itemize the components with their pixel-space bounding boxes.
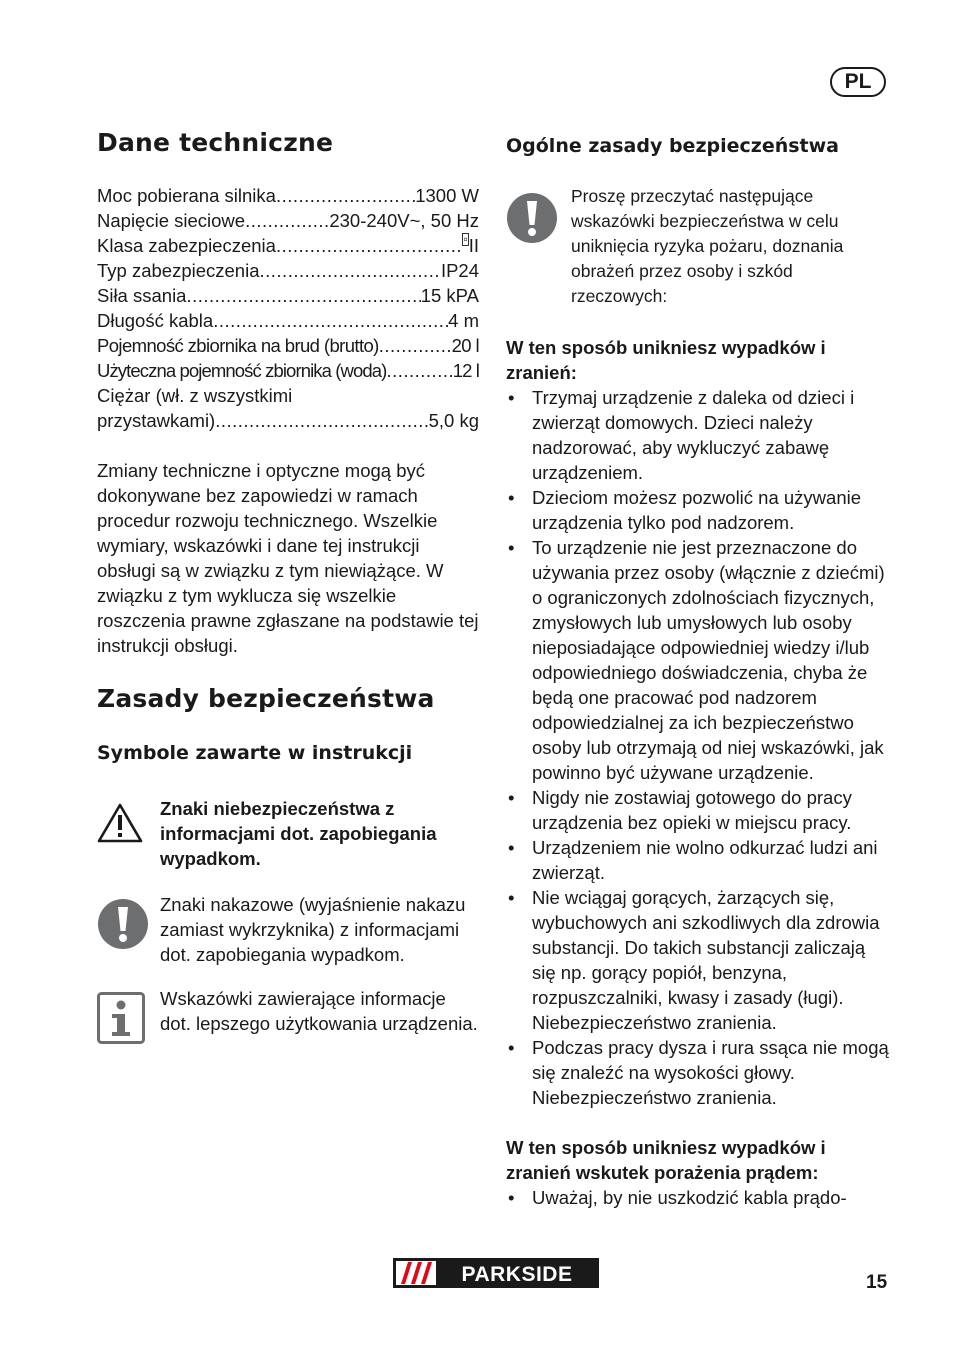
list-item: • Nigdy nie zostawiaj gotowego do pracy urządzenia bez opieki w miejscu pracy. — [506, 785, 892, 835]
list-item: • Nie wciągaj gorących, żarzących się, wybuchowych ani szkodliwych dla zdrowia substancji. Do takich substancji zaliczają się np. gorący popiół, benzyna, rozpuszczalniki, kwasy i zasady (ługi). Niebezpieczeństwo zranienia. — [506, 885, 892, 1035]
symbol-info-text: Wskazówki zawierające informacje dot. lepszego użytkowania urządzenia. — [160, 988, 478, 1034]
subheading-electric-shock: W ten sposób unikniesz wypadków i zranień wskutek porażenia prądem: — [506, 1137, 826, 1183]
spec-row: Siła ssania ..... 15 kPA — [97, 283, 479, 308]
safety-heading: Zasady bezpieczeństwa — [97, 684, 435, 713]
spec-row: Moc pobierana silnika ..... 1300 W — [97, 183, 479, 208]
exclamation-circle-icon — [97, 898, 160, 955]
spec-row: Długość kabla ..... 4 m — [97, 308, 479, 333]
list-item: • To urządzenie nie jest przeznaczone do używania przez osoby (włącznie z dziećmi) o ograniczonych zdolnościach fizycznych, zmysłowych lub umysłowych lub osoby nieposiadające odpowiedniej wiedzy i/lub odpowiedniego doświadczenia, chyba że będą one pracować pod nadzorem odpowiedzialnej za ich bezpieczeństwo osoby lub otrzymają od niej wskazówki, jak powinno być używane urządzenie. — [506, 535, 892, 785]
tech-data-heading: Dane techniczne — [97, 128, 334, 157]
electric-list — [506, 1185, 892, 1210]
symbol-mandatory-text: Znaki nakazowe (wyjaśnienie nakazu zamiast wykrzyknika) z informacjami dot. zapobiegania wypadkom. — [160, 894, 466, 965]
spec-list — [97, 183, 479, 433]
exclamation-circle-icon — [506, 184, 569, 249]
spec-row: Pojemność zbiornika na brud (brutto) ..... 20 l — [97, 333, 479, 358]
general-intro-block — [506, 184, 892, 309]
list-item: • Trzymaj urządzenie z daleka od dzieci i zwierząt domowych. Dzieci należy nadzorować, aby wykluczyć zabawę urządzeniem. — [506, 385, 892, 485]
symbol-mandatory — [97, 894, 479, 967]
spec-row: Typ zabezpieczenia ..... IP24 — [97, 258, 479, 283]
list-item: • Dzieciom możesz pozwolić na używanie urządzenia tylko pod nadzorem. — [506, 485, 892, 535]
brand-text: PARKSIDE — [461, 1263, 573, 1286]
accident-list — [506, 385, 892, 1110]
general-intro-text: Proszę przeczytać następujące wskazówki bezpieczeństwa w celu uniknięcia ryzyka pożaru, doznania obrażeń przez osoby i szkód rzeczowych: — [571, 186, 844, 306]
parkside-logo — [393, 1258, 599, 1288]
spec-row: Użyteczna pojemność zbiornika (woda) ..... 12 l — [97, 358, 479, 383]
info-box-icon — [97, 992, 160, 1049]
warning-triangle-icon — [97, 802, 160, 849]
symbol-danger — [97, 798, 479, 871]
spec-row: przystawkami) ..... 5,0 kg — [97, 408, 479, 433]
symbols-heading: Symbole zawarte w instrukcji — [97, 742, 413, 764]
list-item: • Uważaj, by nie uszkodzić kabla prądo- — [506, 1185, 892, 1210]
symbol-danger-text: Znaki niebezpieczeństwa z informacjami dot. zapobiegania wypadkom. — [160, 798, 437, 869]
protection-class-ii-icon: ▫ — [463, 233, 468, 246]
list-item: • Urządzeniem nie wolno odkurzać ludzi ani zwierząt. — [506, 835, 892, 885]
spec-weight-line: Ciężar (wł. z wszystkimi — [97, 385, 293, 406]
subheading-accidents: W ten sposób unikniesz wypadków i zranień: — [506, 337, 826, 383]
right-column — [506, 134, 892, 1210]
left-column — [97, 128, 479, 1049]
page-number: 15 — [866, 1272, 888, 1293]
general-safety-heading: Ogólne zasady bezpieczeństwa — [506, 135, 840, 157]
tech-note: Zmiany techniczne i optyczne mogą być dokonywane bez zapowiedzi w ramach procedur rozwoju technicznego. Wszelkie wymiary, wskazówki i dane tej instrukcji obsługi są w związku z tym niewiążące. W związku z tym wyklucza się wszelkie roszczenia prawne zgłaszane na podstawie tej instrukcji obsługi. — [97, 460, 479, 656]
symbol-info — [97, 988, 479, 1049]
language-badge: PL — [830, 67, 886, 97]
list-item: • Podczas pracy dysza i rura ssąca nie mogą się znaleźć na wysokości głowy. Niebezpieczeństwo zranienia. — [506, 1035, 892, 1110]
spec-row: Napięcie sieciowe ..... 230-240V~, 50 Hz — [97, 208, 479, 233]
spec-row: Klasa zabezpieczenia ..... ▫ II — [97, 233, 479, 258]
